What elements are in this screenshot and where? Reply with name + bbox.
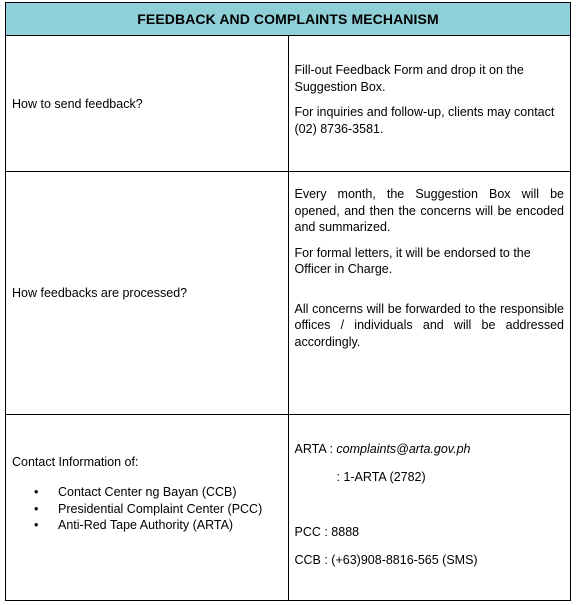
contact-cell — [6, 415, 289, 601]
answer-text: For inquiries and follow-up, clients may contact (02) 8736-3581. — [294, 105, 555, 136]
question-send-feedback: How to send feedback? — [12, 97, 143, 112]
answer-text: For formal letters, it will be endorsed to the Officer in Charge. — [294, 245, 531, 276]
question-cell — [6, 172, 289, 415]
table-title-text: FEEDBACK AND COMPLAINTS MECHANISM — [137, 11, 439, 27]
contact-item-ccb: Contact Center ng Bayan (CCB) — [58, 485, 237, 499]
arta-prefix: ARTA : — [294, 442, 337, 456]
bullet: • — [34, 518, 39, 532]
question-cell — [6, 36, 289, 172]
list-item — [12, 484, 288, 501]
table-row-contact — [6, 415, 571, 601]
arta-phone: : 1-ARTA (2782) — [336, 469, 426, 484]
answer-text: Fill-out Feedback Form and drop it on the Suggestion Box. — [294, 63, 524, 94]
list-item — [12, 517, 288, 534]
contact-label: Contact Information of: — [12, 455, 139, 469]
answer-text: Every month, the Suggestion Box will be opened, and then the concerns will be encoded and summarized. — [294, 187, 564, 234]
table-title — [6, 3, 571, 36]
answer-cell — [288, 172, 571, 415]
contact-item-pcc: Presidential Complaint Center (PCC) — [58, 501, 263, 516]
ccb-line: CCB : (+63)908-8816-565 (SMS) — [294, 552, 478, 567]
bullet: • — [34, 485, 39, 499]
answer-cell — [288, 36, 571, 172]
contact-item-arta: Anti-Red Tape Authority (ARTA) — [58, 518, 234, 532]
pcc-line: PCC : 8888 — [294, 525, 360, 539]
answer-text: All concerns will be forwarded to the responsible offices / individuals and will be addressed accordingly. — [294, 301, 564, 349]
feedback-table — [5, 2, 571, 601]
arta-email: complaints@arta.gov.ph — [336, 442, 471, 456]
list-item — [12, 501, 288, 518]
arta-email-line — [295, 441, 565, 458]
table-row-send-feedback — [6, 36, 571, 172]
bullet: • — [34, 501, 39, 516]
question-processing: How feedbacks are processed? — [12, 285, 188, 300]
contact-details-cell — [288, 415, 571, 601]
contact-list — [12, 484, 288, 534]
table-row-processing — [6, 172, 571, 415]
